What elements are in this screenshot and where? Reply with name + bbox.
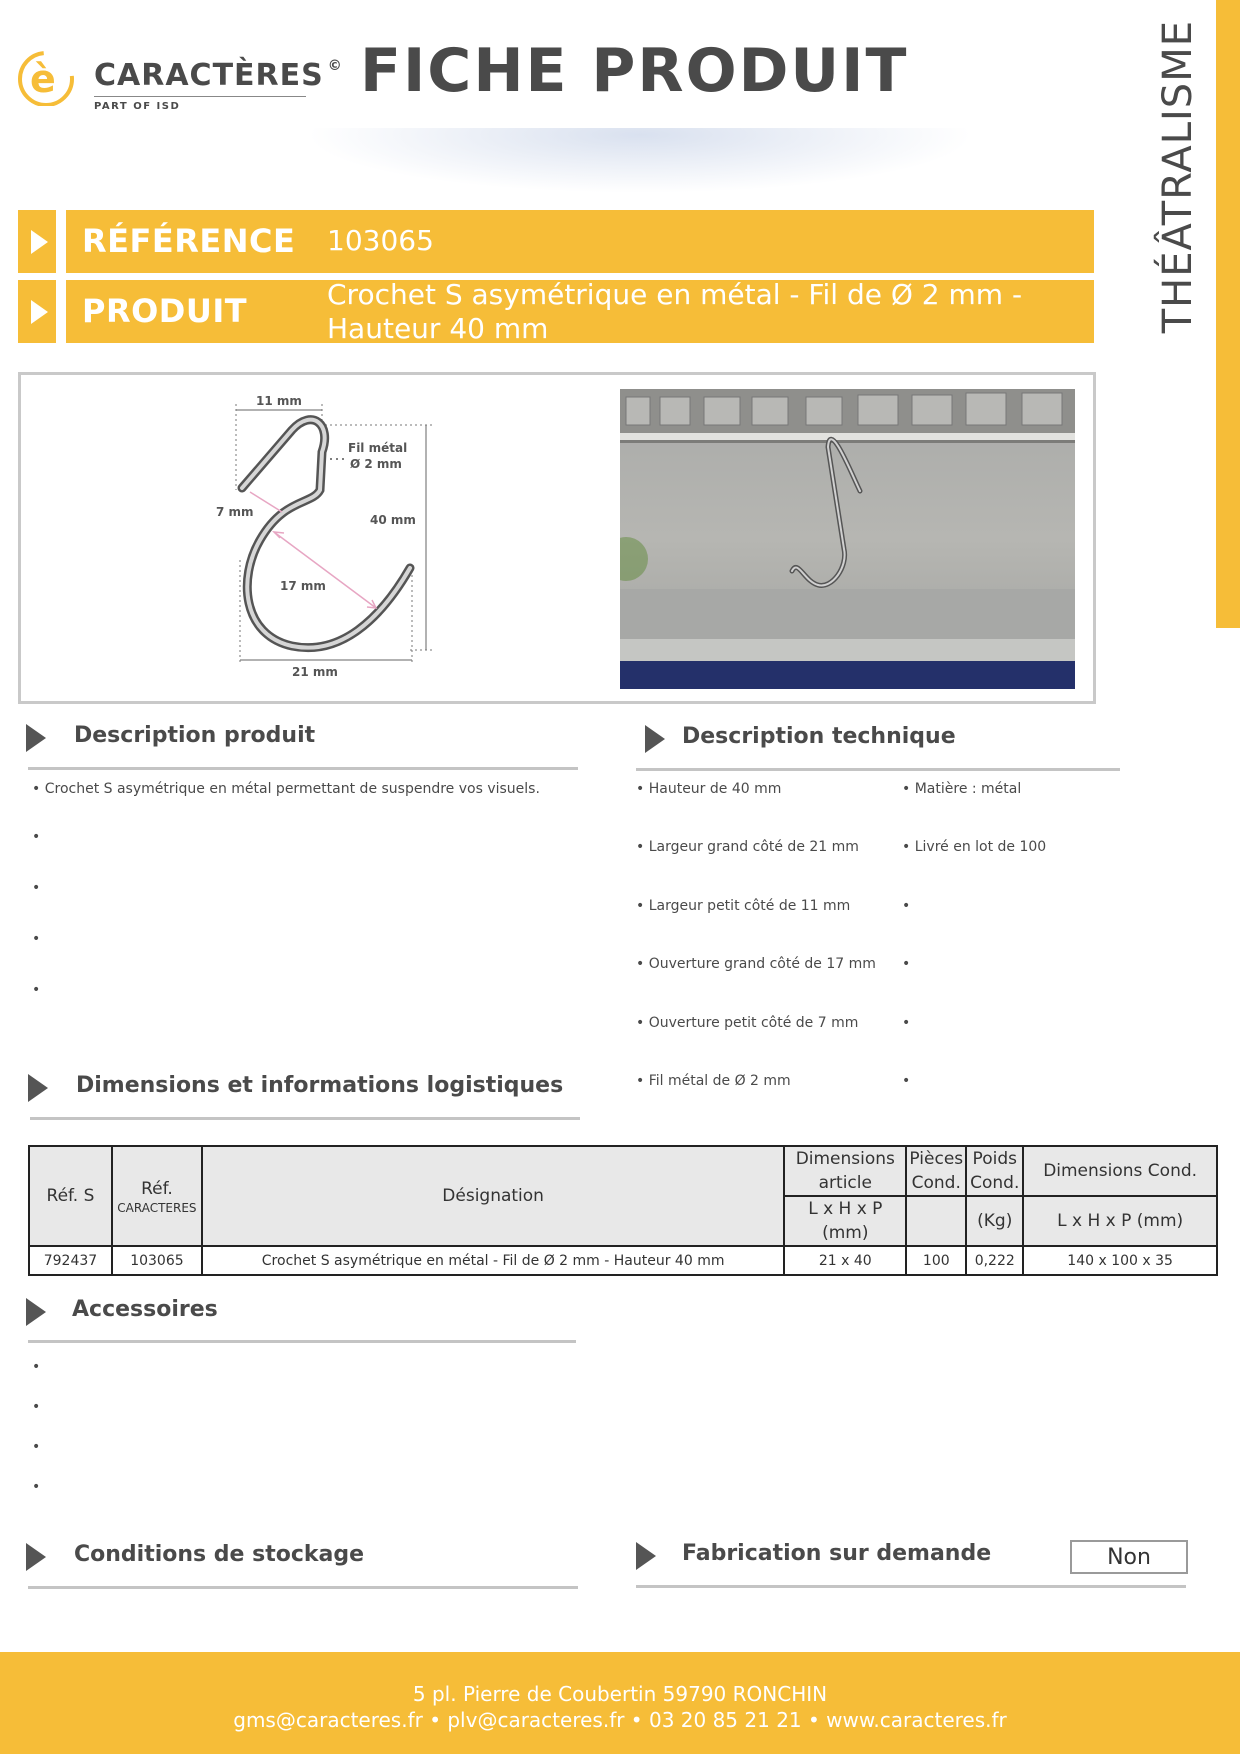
fabrication-value-box: Non: [1070, 1540, 1188, 1574]
section-divider: [28, 767, 578, 770]
header-unit-cond: L x H x P (mm): [1023, 1196, 1217, 1246]
empty-bullet: •: [902, 956, 911, 972]
logo-name: CARACTÈRES ©: [94, 58, 343, 93]
header-dim-article: Dimensions article: [784, 1146, 906, 1196]
empty-bullet: •: [32, 931, 41, 947]
description-item: • Crochet S asymétrique en métal permettant de suspendre vos visuels.: [32, 781, 540, 797]
header-unit-article: L x H x P (mm): [784, 1196, 906, 1246]
empty-bullet: •: [32, 982, 41, 998]
section-divider: [636, 1585, 1186, 1588]
cell-designation: Crochet S asymétrique en métal - Fil de Ø 2 mm - Hauteur 40 mm: [202, 1246, 784, 1275]
section-divider: [28, 1340, 576, 1343]
cell-ref-s: 792437: [29, 1246, 112, 1275]
technical-drawing: [200, 390, 460, 680]
section-divider: [30, 1117, 580, 1120]
side-category-title: THÉÂTRALISME: [1155, 20, 1201, 334]
header-poids: Poids Cond.: [966, 1146, 1023, 1196]
header-decoration: [280, 128, 1000, 198]
section-title-description-technique: Description technique: [682, 724, 956, 749]
logistics-table: [28, 1145, 1218, 1276]
empty-bullet: •: [32, 1439, 41, 1455]
side-accent-band: [1216, 0, 1240, 628]
product-photo: [620, 389, 1075, 689]
dim-height-label: 40 mm: [370, 513, 416, 527]
header-unit-pieces: [906, 1196, 966, 1246]
empty-bullet: •: [32, 1399, 41, 1415]
section-arrow-icon: [28, 1074, 48, 1102]
logo-mark: [16, 46, 82, 106]
section-title-logistics: Dimensions et informations logistiques: [76, 1073, 564, 1098]
cell-poids: 0,222: [966, 1246, 1023, 1275]
section-arrow-icon: [636, 1542, 656, 1570]
reference-label: RÉFÉRENCE: [82, 222, 296, 260]
dim-large-opening-label: 17 mm: [280, 579, 326, 593]
header-dim-cond: Dimensions Cond.: [1023, 1146, 1217, 1196]
tech-spec-item: • Ouverture grand côté de 17 mm: [636, 956, 876, 972]
header-ref-caracteres: Réf. CARACTERES: [112, 1146, 202, 1246]
logo-copyright: ©: [327, 58, 343, 74]
section-divider: [28, 1586, 578, 1589]
cell-pieces: 100: [906, 1246, 966, 1275]
cell-dim-article: 21 x 40: [784, 1246, 906, 1275]
section-title-description-produit: Description produit: [74, 723, 316, 748]
empty-bullet: •: [902, 1073, 911, 1089]
tech-spec-item: • Largeur petit côté de 11 mm: [636, 898, 851, 914]
dim-small-opening-label: 7 mm: [216, 505, 254, 519]
section-title-stockage: Conditions de stockage: [74, 1542, 365, 1567]
page-title: FICHE PRODUIT: [360, 36, 909, 106]
tech-spec-item: • Fil métal de Ø 2 mm: [636, 1073, 791, 1089]
section-arrow-icon: [645, 725, 665, 753]
section-arrow-icon: [26, 724, 46, 752]
table-row: [29, 1246, 1217, 1275]
section-title-accessoires: Accessoires: [72, 1297, 218, 1322]
section-arrow-icon: [26, 1543, 46, 1571]
empty-bullet: •: [902, 898, 911, 914]
logo-divider: [94, 96, 306, 97]
logo-glyph: è: [30, 57, 56, 101]
footer-contact: gms@caracteres.fr • plv@caracteres.fr • 03 20 85 21 21 • www.caracteres.fr: [233, 1708, 1007, 1732]
dim-width-bottom-label: 21 mm: [292, 665, 338, 679]
empty-bullet: •: [32, 880, 41, 896]
tech-spec-item: • Largeur grand côté de 21 mm: [636, 839, 859, 855]
product-arrow-icon: [18, 280, 56, 343]
section-divider: [636, 768, 1120, 771]
tech-spec-item: • Ouverture petit côté de 7 mm: [636, 1015, 859, 1031]
section-arrow-icon: [26, 1298, 46, 1326]
cell-ref-caracteres: 103065: [112, 1246, 202, 1275]
product-value: Crochet S asymétrique en métal - Fil de Ø 2 mm - Hauteur 40 mm: [327, 278, 1023, 345]
section-title-fabrication: Fabrication sur demande: [682, 1541, 992, 1566]
product-label: PRODUIT: [82, 292, 248, 330]
empty-bullet: •: [32, 829, 41, 845]
empty-bullet: •: [32, 1359, 41, 1375]
dim-width-top-label: 11 mm: [256, 394, 302, 408]
header-ref-s: Réf. S: [29, 1146, 112, 1246]
tech-spec-item: • Matière : métal: [902, 781, 1022, 797]
header-designation: Désignation: [202, 1146, 784, 1246]
tech-spec-item: • Livré en lot de 100: [902, 839, 1047, 855]
dim-wire-label: Fil métal: [348, 441, 408, 455]
reference-arrow-icon: [18, 210, 56, 273]
empty-bullet: •: [902, 1015, 911, 1031]
header-pieces: Pièces Cond.: [906, 1146, 966, 1196]
tech-spec-item: • Hauteur de 40 mm: [636, 781, 782, 797]
logo-tagline: PART OF ISD: [94, 101, 181, 112]
empty-bullet: •: [32, 1479, 41, 1495]
reference-value: 103065: [327, 224, 434, 257]
cell-dim-cond: 140 x 100 x 35: [1023, 1246, 1217, 1275]
footer-address: 5 pl. Pierre de Coubertin 59790 RONCHIN: [412, 1682, 828, 1706]
header-unit-poids: (Kg): [966, 1196, 1023, 1246]
dim-wire-diameter-label: Ø 2 mm: [350, 457, 402, 471]
